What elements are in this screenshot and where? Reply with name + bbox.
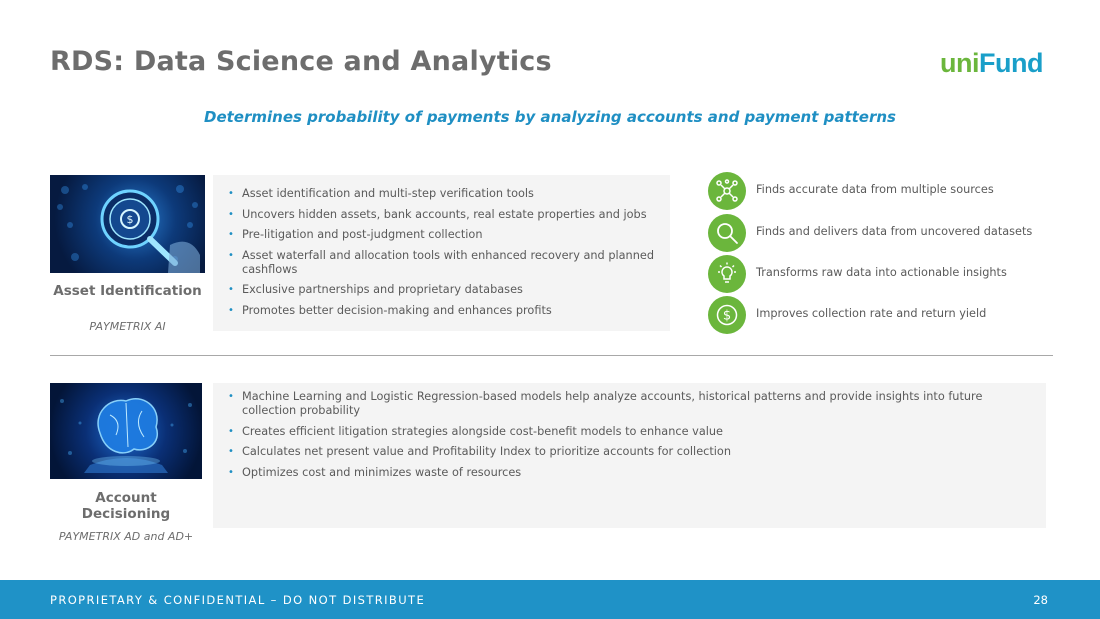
feature-text: Improves collection rate and return yield xyxy=(756,307,987,320)
asset-bullet-list xyxy=(228,187,663,324)
feature-text: Finds accurate data from multiple sources xyxy=(756,183,994,196)
feature-multiple-sources xyxy=(708,172,1068,210)
asset-identification-image xyxy=(50,175,205,273)
dollar-icon xyxy=(708,296,746,334)
account-decisioning-image xyxy=(50,383,202,479)
network-icon xyxy=(708,172,746,210)
lightbulb-icon xyxy=(708,255,746,293)
account-decisioning-product: PAYMETRIX AD and AD+ xyxy=(58,530,194,543)
asset-identification-product: PAYMETRIX AI xyxy=(89,320,166,333)
unifund-logo xyxy=(940,48,1043,79)
list-item: • Asset waterfall and allocation tools with enhanced recovery and planned cashflows xyxy=(228,249,663,277)
logo-part-1: uni xyxy=(940,48,979,78)
asset-identification-title: Asset Identification xyxy=(53,283,202,299)
feature-text: Finds and delivers data from uncovered datasets xyxy=(756,225,1033,238)
list-item: • Asset identification and multi-step verification tools xyxy=(228,187,663,201)
list-item: • Exclusive partnerships and proprietary databases xyxy=(228,283,663,297)
confidentiality-notice: PROPRIETARY & CONFIDENTIAL – DO NOT DISTRIBUTE xyxy=(50,593,426,607)
footer-bar xyxy=(0,580,1100,619)
list-item: • Optimizes cost and minimizes waste of resources xyxy=(228,466,1018,480)
page-title: RDS: Data Science and Analytics xyxy=(50,46,552,77)
feature-text: Transforms raw data into actionable insights xyxy=(756,266,1007,279)
account-decisioning-title: Account Decisioning xyxy=(81,490,171,522)
feature-collection-rate xyxy=(708,296,1068,334)
list-item: • Uncovers hidden assets, bank accounts, real estate properties and jobs xyxy=(228,208,663,222)
svg-text:$: $ xyxy=(722,308,732,324)
feature-uncovered-datasets xyxy=(708,214,1068,252)
svg-text:$: $ xyxy=(126,213,134,226)
list-item: • Pre-litigation and post-judgment collection xyxy=(228,228,663,242)
magnifier-icon xyxy=(708,214,746,252)
logo-part-2: Fund xyxy=(979,48,1043,78)
account-bullet-list xyxy=(228,390,1018,486)
list-item: • Calculates net present value and Profitability Index to prioritize accounts for collection xyxy=(228,445,1018,459)
section-divider xyxy=(50,355,1053,356)
list-item: • Machine Learning and Logistic Regression-based models help analyze accounts, historical patterns and provide insights into future collection probability xyxy=(228,390,1018,418)
page-subtitle: Determines probability of payments by analyzing accounts and payment patterns xyxy=(204,108,896,126)
page-number: 28 xyxy=(1033,593,1048,607)
feature-actionable-insights xyxy=(708,255,1068,293)
list-item: • Promotes better decision-making and enhances profits xyxy=(228,304,663,318)
list-item: • Creates efficient litigation strategies alongside cost-benefit models to enhance value xyxy=(228,425,1018,439)
